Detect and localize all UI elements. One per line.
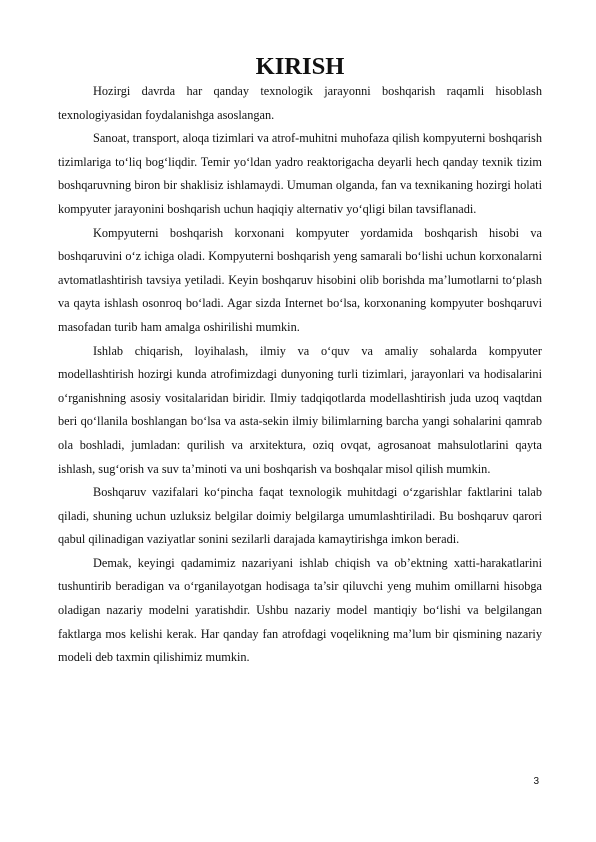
document-body <box>58 53 542 670</box>
paragraph-5: Boshqaruv vazifalari ko‘pincha faqat texnologik muhitdagi o‘zgarishlar faktlarini talab qiladi, shuning uchun uzluksiz belgilar doimiy belgilarga umumlashtiriladi. Bu boshqaruv qarori qabul qilinadigan vaziyatlar sonini sezilarli darajada kamaytirishga imkon beradi. <box>58 485 542 547</box>
page-title: KIRISH <box>255 53 345 80</box>
paragraph-2: Sanoat, transport, aloqa tizimlari va atrof-muhitni muhofaza qilish kompyuterni boshqarish tizimlariga to‘liq bog‘liqdir. Temir yo‘ldan yadro reaktorigacha deyarli hech qanday texnik tizim boshqaruvning biron bir shaklisiz ishlamaydi. Umuman olganda, fan va texnikaning hozirgi holati kompyuter jarayonini boshqarish uchun haqiqiy alternativ yo‘qligi bilan tavsiflanadi. <box>58 131 542 216</box>
paragraph-1: Hozirgi davrda har qanday texnologik jarayonni boshqarish raqamli hisoblash texnologiyasidan foydalanishga asoslangan. <box>58 84 542 122</box>
page-number: 3 <box>533 776 539 787</box>
paragraph-4: Ishlab chiqarish, loyihalash, ilmiy va o‘quv va amaliy sohalarda kompyuter modellashtirish hozirgi kunda atrofimizdagi dunyoning turli tizimlari, jarayonlari va hodisalarini o‘rganishning asosiy vositalaridan biridir. Ilmiy tadqiqotlarda modellashtirish juda uzoq vaqtdan beri qo‘llanila boshlangan bo‘lsa va asta-sekin ilmiy bilimlarning barcha yangi sohalarini qamrab ola boshladi, jumladan: qurilish va arxitektura, oziq ovqat, agrosanoat mahsulotlarini qayta ishlash, sug‘orish va suv ta’minoti va uni boshqarish va boshqalar misol qilish mumkin. <box>58 343 542 476</box>
paragraph-6: Demak, keyingi qadamimiz nazariyani ishlab chiqish va ob’ektning xatti-harakatlarini tushuntirib beradigan va o‘rganilayotgan hodisaga ta’sir qiluvchi yeng muhim omillarni hisobga oladigan nazariy modelni yaratishdir. Ushbu nazariy model mantiqiy bo‘lishi va belgilangan faktlarga mos kelishi kerak. Har qanday fan atrofdagi voqelikning ma’lum bir qismining nazariy modeli deb taxmin qilishimiz mumkin. <box>58 555 542 665</box>
paragraph-3: Kompyuterni boshqarish korxonani kompyuter yordamida boshqarish hisobi va boshqaruvini o‘z ichiga oladi. Kompyuterni boshqarish yeng samarali bo‘lishi uchun korxonalarni avtomatlashtirish tavsiya yetiladi. Keyin boshqaruv hisobini olib borishda ma’lumotlarni to‘plash va qayta ishlash osonroq bo‘ladi. Agar sizda Internet bo‘lsa, korxonaning kompyuter boshqaruvi masofadan turib ham amalga oshirilishi mumkin. <box>58 225 542 334</box>
